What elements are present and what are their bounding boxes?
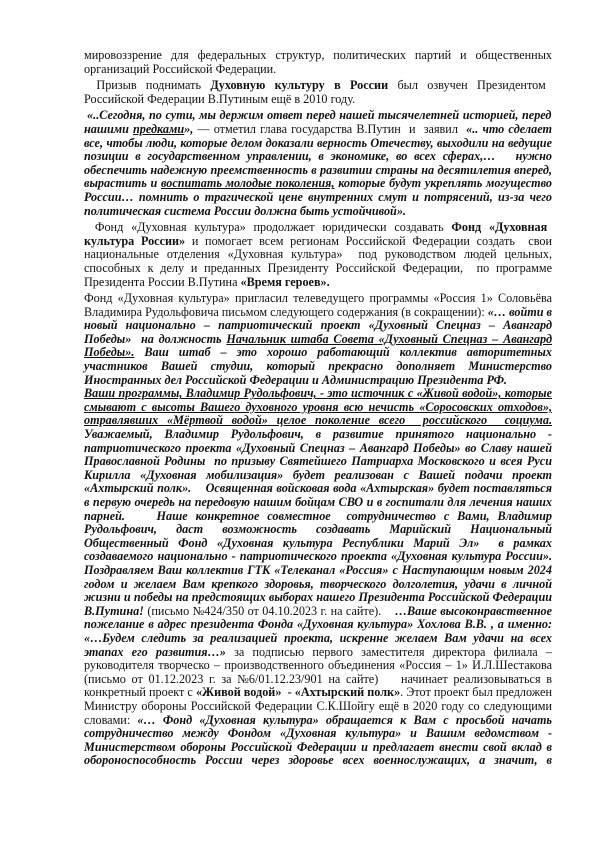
- text-line: [84, 673, 552, 687]
- text-line: [84, 63, 552, 77]
- text-line: [84, 262, 552, 276]
- text-run: вырастить и: [84, 176, 161, 191]
- text-run: воспитать молодые поколения,: [160, 176, 335, 191]
- text-run: Православной Родины по призыву Святейшего Патриарха Московского и всея Руси: [84, 454, 552, 469]
- text-run: патриотического проекта «Духовный Спецназ – Авангард Победы» во Славу нашей: [84, 440, 552, 455]
- text-run: Поздравляем Ваш коллектив ГТК «Телеканал «Россия» с Наступающим новым 2024: [84, 562, 552, 577]
- text-line: [84, 714, 552, 728]
- text-line: [84, 482, 552, 496]
- text-run: парней. Наше конкретное совместное сотрудничество с Вами, Владимир: [84, 508, 552, 523]
- text-run: Министру обороны Российской Федерации С.К.Шойгу ещё в 2020 году со следующими: [84, 698, 552, 713]
- text-line: [84, 550, 552, 564]
- text-line: [84, 686, 552, 700]
- text-line: [84, 414, 552, 428]
- text-line: [84, 700, 552, 714]
- text-run: национальные отделения «Духовная культура» под руководством людей цельных,: [84, 247, 552, 262]
- text-line: [84, 360, 552, 374]
- text-run: «… Фонд «Духовная культура» обращается к Вам с просьбой начать: [137, 712, 553, 727]
- text-run: был озвучен Президентом: [388, 78, 546, 93]
- text-run: в первую очередь на передовую нашим бойцам СВО и в госпитали для лечения наших: [84, 495, 552, 509]
- text-run: способных к делу и преданных Президенту Российской Федерации, по программе: [84, 260, 552, 275]
- text-run: В.Путина!: [84, 603, 144, 618]
- text-line: [84, 727, 552, 741]
- text-line: [84, 387, 552, 401]
- text-run: жизни и победы на предстоящих выборах нашего Президента Российской Федерации: [84, 590, 552, 605]
- text-run: Ваш штаб – это хорошо работающий коллектив авторитетных: [134, 345, 552, 360]
- text-run: «..Сегодня, по сути, мы держим ответ перед нашей тысячелетней историей, перед: [84, 108, 552, 123]
- text-line: [84, 374, 552, 388]
- text-line: [84, 605, 552, 619]
- text-run: Победы» на должность: [84, 331, 227, 346]
- text-run: Духовную культуру в России: [210, 78, 389, 93]
- text-run: Фонд «Духовная культура» пригласил телеведущего программы «Россия 1» Соловьёва: [84, 291, 552, 306]
- text-line: [84, 306, 552, 320]
- text-run: культура России»: [84, 233, 186, 248]
- text-run: Уважаемый, Владимир Рудольфович, в развитие принятого национально -: [84, 427, 552, 442]
- text-line: [84, 93, 552, 107]
- text-run: Общественный Фонд «Духовная культура Республики Марий Эл» в рамках: [84, 535, 552, 550]
- text-line: [84, 646, 552, 660]
- text-run: этапах его развития…»: [84, 644, 226, 659]
- document-page: [84, 49, 552, 768]
- text-line: [84, 137, 552, 151]
- text-run: словами:: [84, 712, 138, 727]
- text-run: . Этот проект был предложен: [400, 685, 552, 700]
- text-run: предками: [133, 121, 185, 136]
- text-run: обеспечить надежную преемственность в развитии страны на десятилетия вперед,: [84, 162, 552, 177]
- text-line: [84, 618, 552, 632]
- text-line: [84, 164, 552, 178]
- text-line: [84, 276, 552, 290]
- text-run: мировоззрение для федеральных структур, политических партий и общественных: [84, 48, 552, 62]
- text-line: [84, 455, 552, 469]
- text-line: [84, 49, 552, 63]
- text-run: Призыв поднимать: [84, 78, 211, 93]
- text-line: [84, 632, 552, 646]
- text-line: [84, 469, 552, 483]
- text-line: [84, 177, 552, 191]
- text-run: «.. что сделает: [466, 121, 552, 136]
- text-line: [84, 292, 552, 306]
- text-run: создаваемого национально - патриотического проекта «Духовная культура России».: [84, 549, 552, 564]
- text-line: [84, 191, 552, 205]
- text-line: [84, 319, 552, 333]
- text-line: [84, 428, 552, 442]
- text-run: позиции в государственном управлении, в экономике, во всех сферах,… нужно: [84, 149, 552, 164]
- text-line: [84, 741, 552, 755]
- text-line: [84, 510, 552, 524]
- text-line: [84, 659, 552, 673]
- text-line: [84, 346, 552, 360]
- text-run: смывают с высоты Вашего духовного уровня всю нечисть «Соросовских отходов»,: [84, 399, 552, 414]
- text-run: Ваши программы, Владимир Рудольфович, - это источник с «Живой водой», которые: [84, 386, 552, 401]
- text-run: сотрудничество между Фондом «Духовная культура» и Вашим ведомством -: [84, 726, 552, 741]
- text-line: [84, 333, 552, 347]
- text-line: [84, 109, 552, 123]
- text-run: и помогает всем регионам Российской Федерации создать свои: [185, 233, 552, 248]
- text-run: Российской Федерации В.Путиным ещё в 2010 году.: [84, 91, 356, 106]
- text-run: …Ваше высоконравственное: [394, 603, 552, 618]
- text-line: [84, 578, 552, 592]
- text-run: Победы».: [84, 345, 135, 360]
- text-line: [84, 496, 552, 510]
- text-run: конкретный проект с: [84, 685, 196, 700]
- text-run: России… помнить о трагической цене внутренних смут и потрясений, из-за чего: [84, 189, 552, 204]
- text-run: (письмо №424/350 от 04.10.2023 г. на сайте).: [143, 603, 395, 618]
- text-run: политическая система России должна быть устойчивой».: [84, 203, 406, 218]
- text-run: Фонд «Духовная культура» продолжает юридически создавать: [84, 220, 452, 235]
- text-run: отравлявших «Мёртвой водой» целое поколение всего российского социума.: [84, 413, 552, 428]
- text-run: годом и желаем Вам крепкого здоровья, творческого долголетия, удачи в личной: [84, 576, 552, 591]
- text-run: (письмо от 01.12.2023 г. за №6/01.12.23/901 на сайте) начинает реализовываться в: [84, 671, 552, 686]
- text-run: пожелание в адрес президента Фонда «Духовная культура» Хохлова В.В. , а именно:: [84, 617, 552, 632]
- text-run: Министерством обороны Российской Федерации и предлагает внести свой вклад в: [84, 739, 552, 754]
- text-run: руководителя творческо – производственного объединения «Россия – 1» И.Л.Шестакова: [84, 658, 552, 673]
- text-run: все, чтобы люди, которые делом доказали верность Отечеству, выходили на ведущие: [84, 135, 552, 150]
- text-run: — отметил глава государства В.Путин и заявил: [197, 121, 467, 136]
- text-line: [84, 79, 552, 93]
- text-run: организаций Российской Федерации.: [84, 61, 277, 76]
- text-run: «Живой водой» - «Ахтырский полк»: [195, 685, 401, 700]
- text-run: Рудольфович, даст возможность создавать Марийский Национальный: [84, 522, 552, 537]
- text-run: Президента России В.Путина: [84, 274, 241, 289]
- text-run: «… войти в: [487, 304, 552, 319]
- text-run: которые будут укреплять могущество: [334, 176, 552, 191]
- text-line: [84, 442, 552, 456]
- text-line: [84, 754, 552, 768]
- text-run: участников Вашей студии, который прекрасно дополняет Министерство: [84, 359, 552, 374]
- text-line: [84, 221, 552, 235]
- text-run: Иностранных дел Российской Федерации и Администрацию Президента РФ.: [84, 372, 507, 387]
- text-line: [84, 591, 552, 605]
- text-run: «…Будем следить за реализацией проекта, искренне желаем Вам удачи на всех: [84, 630, 552, 645]
- text-line: [84, 205, 552, 219]
- text-run: нашими: [84, 121, 134, 136]
- text-line: [84, 235, 552, 249]
- text-run: обороноспособность России через здоровье всех военнослужащих, а значит, в: [84, 753, 552, 768]
- text-run: Кирилла «Духовная мобилизация» будет реализован с Вашей подачи проект: [84, 467, 552, 482]
- text-run: Начальник штаба Совета «Духовный Спецназ – Авангард: [226, 331, 552, 346]
- text-run: за подписью первого заместителя директора филиала –: [225, 644, 553, 659]
- text-run: новый национально – патриотический проект «Духовный Спецназ – Авангард: [84, 318, 552, 333]
- text-line: [84, 523, 552, 537]
- text-run: Фонд «Духовная: [451, 220, 548, 235]
- text-line: [84, 123, 552, 137]
- text-run: Владимира Рудольфовича письмом следующего содержания (в сокращении):: [84, 304, 488, 319]
- text-run: «Ахтырский полк». Освященная войсковая вода «Ахтырская» будет поставляться: [84, 481, 552, 496]
- text-line: [84, 401, 552, 415]
- text-line: [84, 537, 552, 551]
- text-run: «Время героев».: [240, 274, 330, 289]
- text-line: [84, 564, 552, 578]
- text-run: »,: [184, 121, 198, 136]
- text-line: [84, 248, 552, 262]
- text-line: [84, 150, 552, 164]
